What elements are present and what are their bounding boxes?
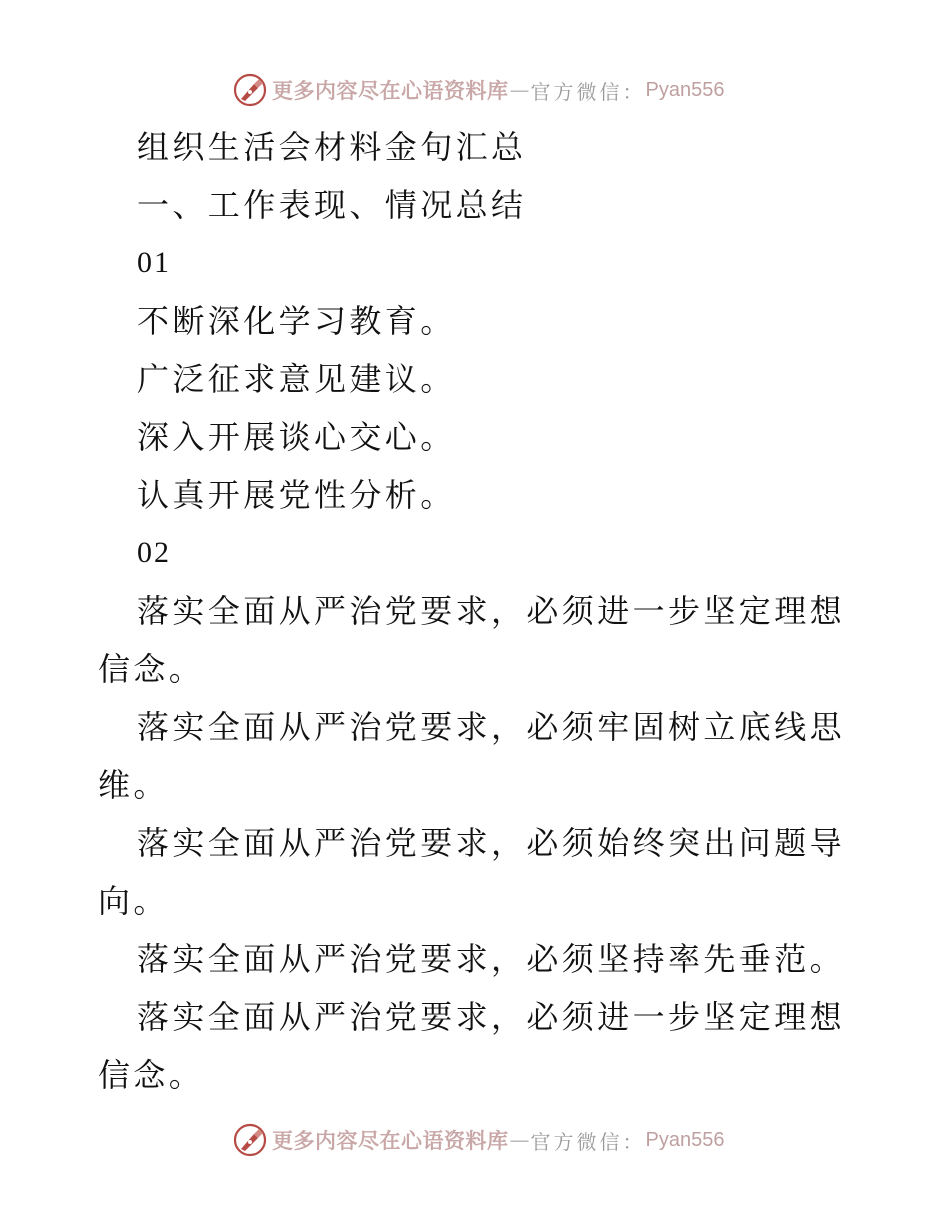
document-body bbox=[98, 118, 858, 1104]
document-title: 组织生活会材料金句汇总 bbox=[137, 128, 527, 166]
list-item: 认真开展党性分析。 bbox=[137, 476, 456, 514]
banner-main-text: 更多内容尽在心语资料库 bbox=[272, 1128, 509, 1153]
banner-separator: — bbox=[509, 1128, 530, 1152]
list-item: 不断深化学习教育。 bbox=[137, 302, 456, 340]
paragraph: 落实全面从严治党要求，必须进一步坚定理想信念。 bbox=[98, 592, 846, 688]
pen-nib-logo-icon bbox=[232, 72, 268, 108]
paragraph: 落实全面从严治党要求，必须进一步坚定理想信念。 bbox=[98, 998, 846, 1094]
header-banner bbox=[232, 70, 724, 110]
banner-wechat-label: 官方微信： bbox=[530, 1129, 646, 1154]
banner-wechat-label: 官方微信： bbox=[530, 79, 646, 104]
banner-main-text: 更多内容尽在心语资料库 bbox=[272, 78, 509, 103]
list-item: 广泛征求意见建议。 bbox=[137, 360, 456, 398]
section-heading: 一、工作表现、情况总结 bbox=[137, 186, 527, 224]
pen-nib-logo-icon bbox=[232, 1122, 268, 1158]
banner-separator: — bbox=[509, 78, 530, 102]
paragraph: 落实全面从严治党要求，必须牢固树立底线思维。 bbox=[98, 708, 846, 804]
paragraph: 落实全面从严治党要求，必须始终突出问题导向。 bbox=[98, 824, 846, 920]
list-item: 深入开展谈心交心。 bbox=[137, 418, 456, 456]
paragraph: 落实全面从严治党要求，必须坚持率先垂范。 bbox=[137, 940, 846, 978]
banner-wechat-id: Pyan556 bbox=[645, 78, 725, 101]
footer-banner bbox=[232, 1120, 724, 1160]
group-number: 01 bbox=[137, 246, 171, 279]
banner-wechat-id: Pyan556 bbox=[645, 1128, 725, 1151]
group-number: 02 bbox=[137, 536, 171, 569]
